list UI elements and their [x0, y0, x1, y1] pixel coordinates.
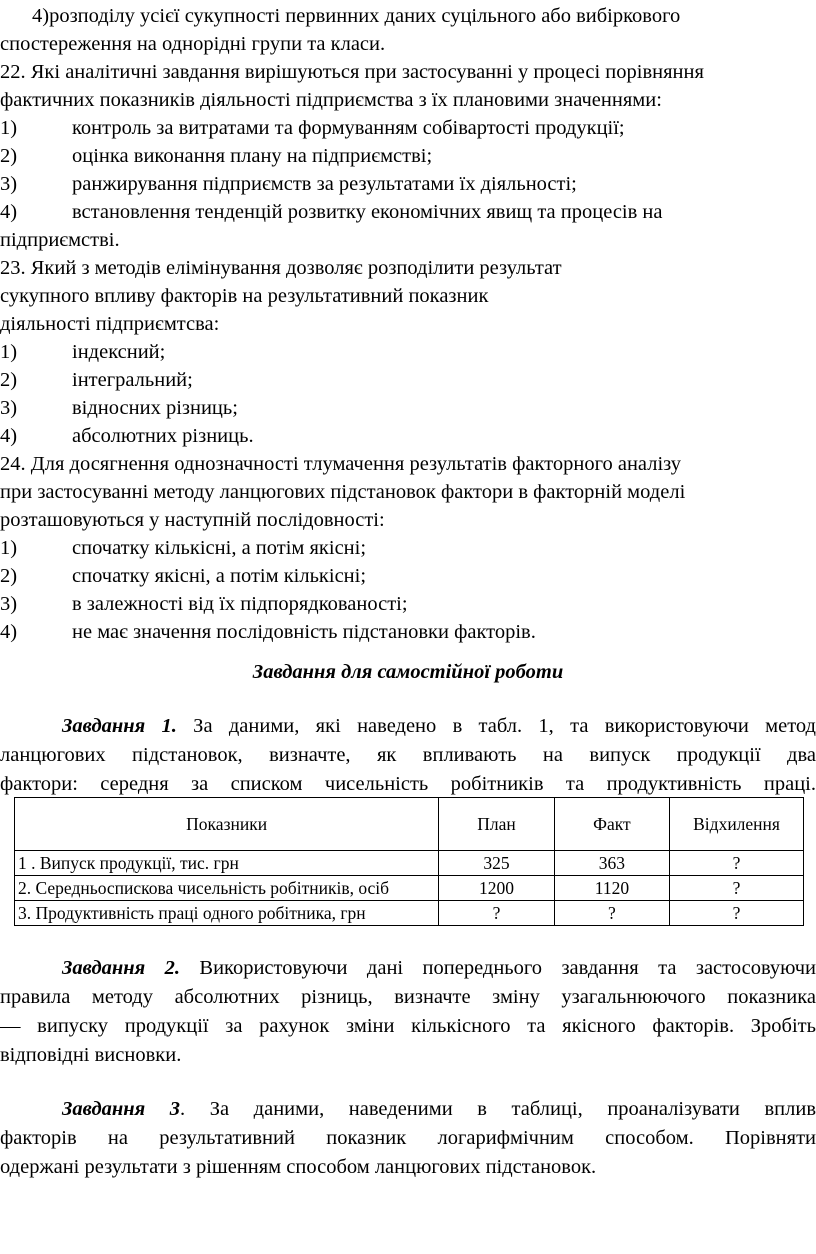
- question-22-text: 22. Які аналітичні завдання вирішуються при застосуванні у процесі порівняння: [0, 61, 704, 83]
- table-cell: ?: [670, 876, 804, 901]
- option-text: спочатку кількісні, а потім якісні;: [72, 537, 367, 559]
- option-number: 2): [0, 145, 18, 167]
- task-1-text: За даними, які наведено в табл. 1, та використовуючи метод: [176, 715, 816, 737]
- table-cell: 3. Продуктивність праці одного робітника, грн: [15, 901, 439, 926]
- question-22-text: фактичних показників діяльності підприємства з їх плановими значеннями:: [0, 89, 662, 111]
- option-number: 4): [0, 621, 18, 643]
- task-1-text: ланцюгових підстановок, визначте, як впливають на випуск продукції два: [0, 744, 816, 766]
- table-cell: 325: [439, 851, 554, 876]
- task-2-paragraph: [62, 954, 816, 982]
- table-row: [15, 901, 804, 926]
- data-table: [14, 797, 804, 926]
- section-heading: Завдання для самостійної роботи: [252, 661, 564, 683]
- table-header-row: [15, 798, 804, 851]
- task-3-paragraph: [62, 1095, 816, 1123]
- option-text: не має значення послідовність підстановки факторів.: [72, 621, 536, 643]
- table-cell: ?: [670, 901, 804, 926]
- table-header-cell: Показники: [15, 798, 439, 851]
- task-2-text: — випуску продукції за рахунок зміни кількісного та якісного факторів. Зробіть: [0, 1015, 816, 1037]
- option-number: 1): [0, 341, 18, 363]
- option-number: 4): [0, 425, 18, 447]
- option-number: 2): [0, 369, 18, 391]
- option-text: ранжирування підприємств за результатами їх діяльності;: [72, 173, 577, 195]
- table-cell: 1 . Випуск продукції, тис. грн: [15, 851, 439, 876]
- task-2-text: правила методу абсолютних різниць, визначте зміну узагальнюючого показника: [0, 986, 816, 1008]
- option-text: відносних різниць;: [72, 397, 238, 419]
- table-cell: ?: [439, 901, 554, 926]
- option-text: контроль за витратами та формуванням собівартості продукції;: [72, 117, 625, 139]
- task-1-text: фактори: середня за списком чисельність робітників та продуктивність праці.: [0, 773, 816, 795]
- question-23-text: діяльності підприємтсва:: [0, 313, 220, 335]
- table-header-cell: Факт: [554, 798, 669, 851]
- question-24-text: розташовуються у наступній послідовності:: [0, 509, 385, 531]
- table-cell: 1200: [439, 876, 554, 901]
- option-text: оцінка виконання плану на підприємстві;: [72, 145, 433, 167]
- table-cell: ?: [670, 851, 804, 876]
- option-text: інтегральний;: [72, 369, 193, 391]
- option-text: в залежності від їх підпорядкованості;: [72, 593, 408, 615]
- option-text: індексний;: [72, 341, 166, 363]
- question-24-text: 24. Для досягнення однозначності тлумачення результатів факторного аналізу: [0, 453, 682, 475]
- task-3-text: факторів на результативний показник логарифмічним способом. Порівняти: [0, 1127, 816, 1149]
- option-text: спочатку якісні, а потім кількісні;: [72, 565, 367, 587]
- table-cell: 2. Середньоспискова чисельність робітників, осіб: [15, 876, 439, 901]
- table-row: [15, 876, 804, 901]
- task-1-label: Завдання 1.: [62, 715, 177, 737]
- table-row: [15, 851, 804, 876]
- task-2-label: Завдання 2.: [62, 957, 180, 979]
- question-23-text: сукупного впливу факторів на результативний показник: [0, 285, 489, 307]
- option-number: 1): [0, 117, 18, 139]
- option-text: встановлення тенденцій розвитку економічних явищ та процесів на: [72, 201, 663, 223]
- option-number: 4): [0, 201, 18, 223]
- task-3-label: Завдання 3: [62, 1098, 181, 1120]
- table-cell: 363: [554, 851, 669, 876]
- text-line: спостереження на однорідні групи та класи.: [0, 33, 386, 55]
- option-text: абсолютних різниць.: [72, 425, 254, 447]
- option-text-continued: підприємстві.: [0, 229, 120, 251]
- table-header-cell: План: [439, 798, 554, 851]
- table-cell: 1120: [554, 876, 669, 901]
- option-number: 3): [0, 173, 18, 195]
- task-1-paragraph: [62, 712, 816, 740]
- option-number: 3): [0, 593, 18, 615]
- task-2-text: Використовуючи дані попереднього завдання та застосовуючи: [179, 957, 816, 979]
- text-line: 4)розподілу усієї сукупності первинних даних суцільного або вибіркового: [32, 5, 681, 27]
- option-number: 2): [0, 565, 18, 587]
- option-number: 1): [0, 537, 18, 559]
- question-23-text: 23. Який з методів елімінування дозволяє розподілити результат: [0, 257, 562, 279]
- task-3-text: одержані результати з рішенням способом ланцюгових підстановок.: [0, 1156, 597, 1178]
- task-2-text: відповідні висновки.: [0, 1044, 182, 1066]
- option-number: 3): [0, 397, 18, 419]
- table-cell: ?: [554, 901, 669, 926]
- task-3-text: . За даними, наведеними в таблиці, проаналізувати вплив: [180, 1098, 816, 1120]
- table-header-cell: Відхилення: [670, 798, 804, 851]
- question-24-text: при застосуванні методу ланцюгових підстановок фактори в факторній моделі: [0, 481, 686, 503]
